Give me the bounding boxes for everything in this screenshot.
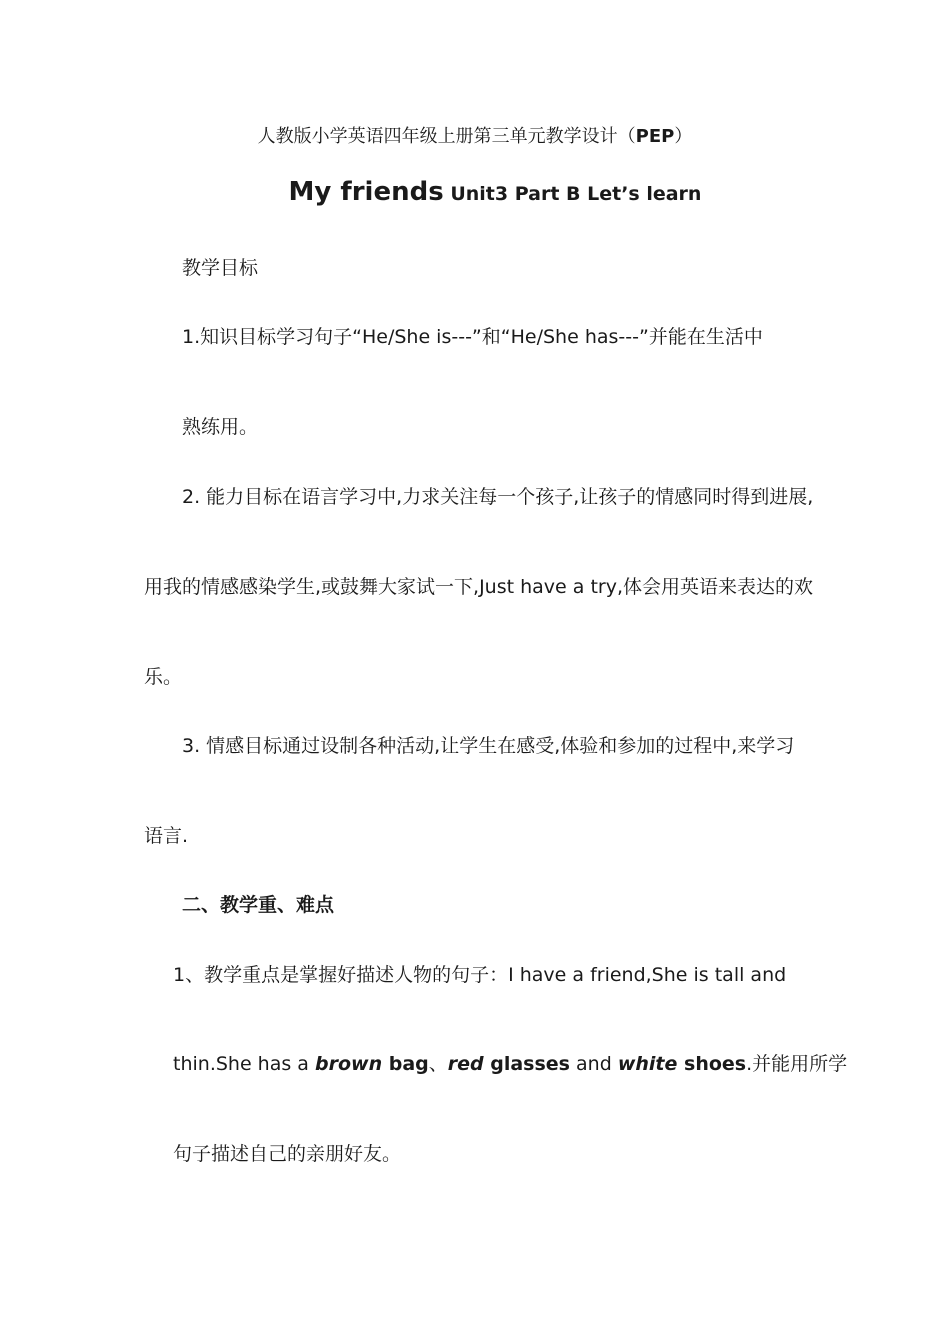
word-red: red — [447, 1053, 484, 1075]
section2-heading: 二、教学重、难点 — [182, 894, 335, 916]
goal3-line1: 3. 情感目标通过设制各种活动,让学生在感受,体验和参加的过程中,来学习 — [182, 735, 795, 757]
goal1-line2: 熟练用。 — [182, 416, 259, 438]
section1-heading: 教学目标 — [182, 257, 259, 279]
word-white: white — [617, 1053, 678, 1075]
goal2-line3: 乐。 — [144, 666, 183, 688]
goal2-line1: 2. 能力目标在语言学习中,力求关注每一个孩子,让孩子的情感同时得到进展, — [182, 486, 814, 508]
header-pep: PEP — [635, 126, 675, 147]
goal2-line2: 用我的情感感染学生,或鼓舞大家试一下,Just have a try,体会用英语来表达的欢 — [144, 576, 814, 598]
key-line1: 1、教学重点是掌握好描述人物的句子：I have a friend,She is tall and — [173, 964, 787, 986]
document-title — [0, 176, 950, 210]
word-brown: brown — [315, 1053, 383, 1075]
key-line3: 句子描述自己的亲朋好友。 — [173, 1143, 402, 1165]
document-header: 人教版小学英语四年级上册第三单元教学设计（PEP） — [257, 126, 693, 147]
goal3-line2: 语言. — [144, 825, 189, 847]
title-main: My friends — [288, 177, 444, 207]
key-line2: thin.She has a brown bag、red glasses and white shoes.并能用所学 — [173, 1053, 848, 1075]
goal1-line1: 1.知识目标学习句子“He/She is---”和“He/She has---”并能在生活中 — [182, 326, 763, 348]
title-sub: Unit3 Part B Let’s learn — [450, 183, 702, 205]
